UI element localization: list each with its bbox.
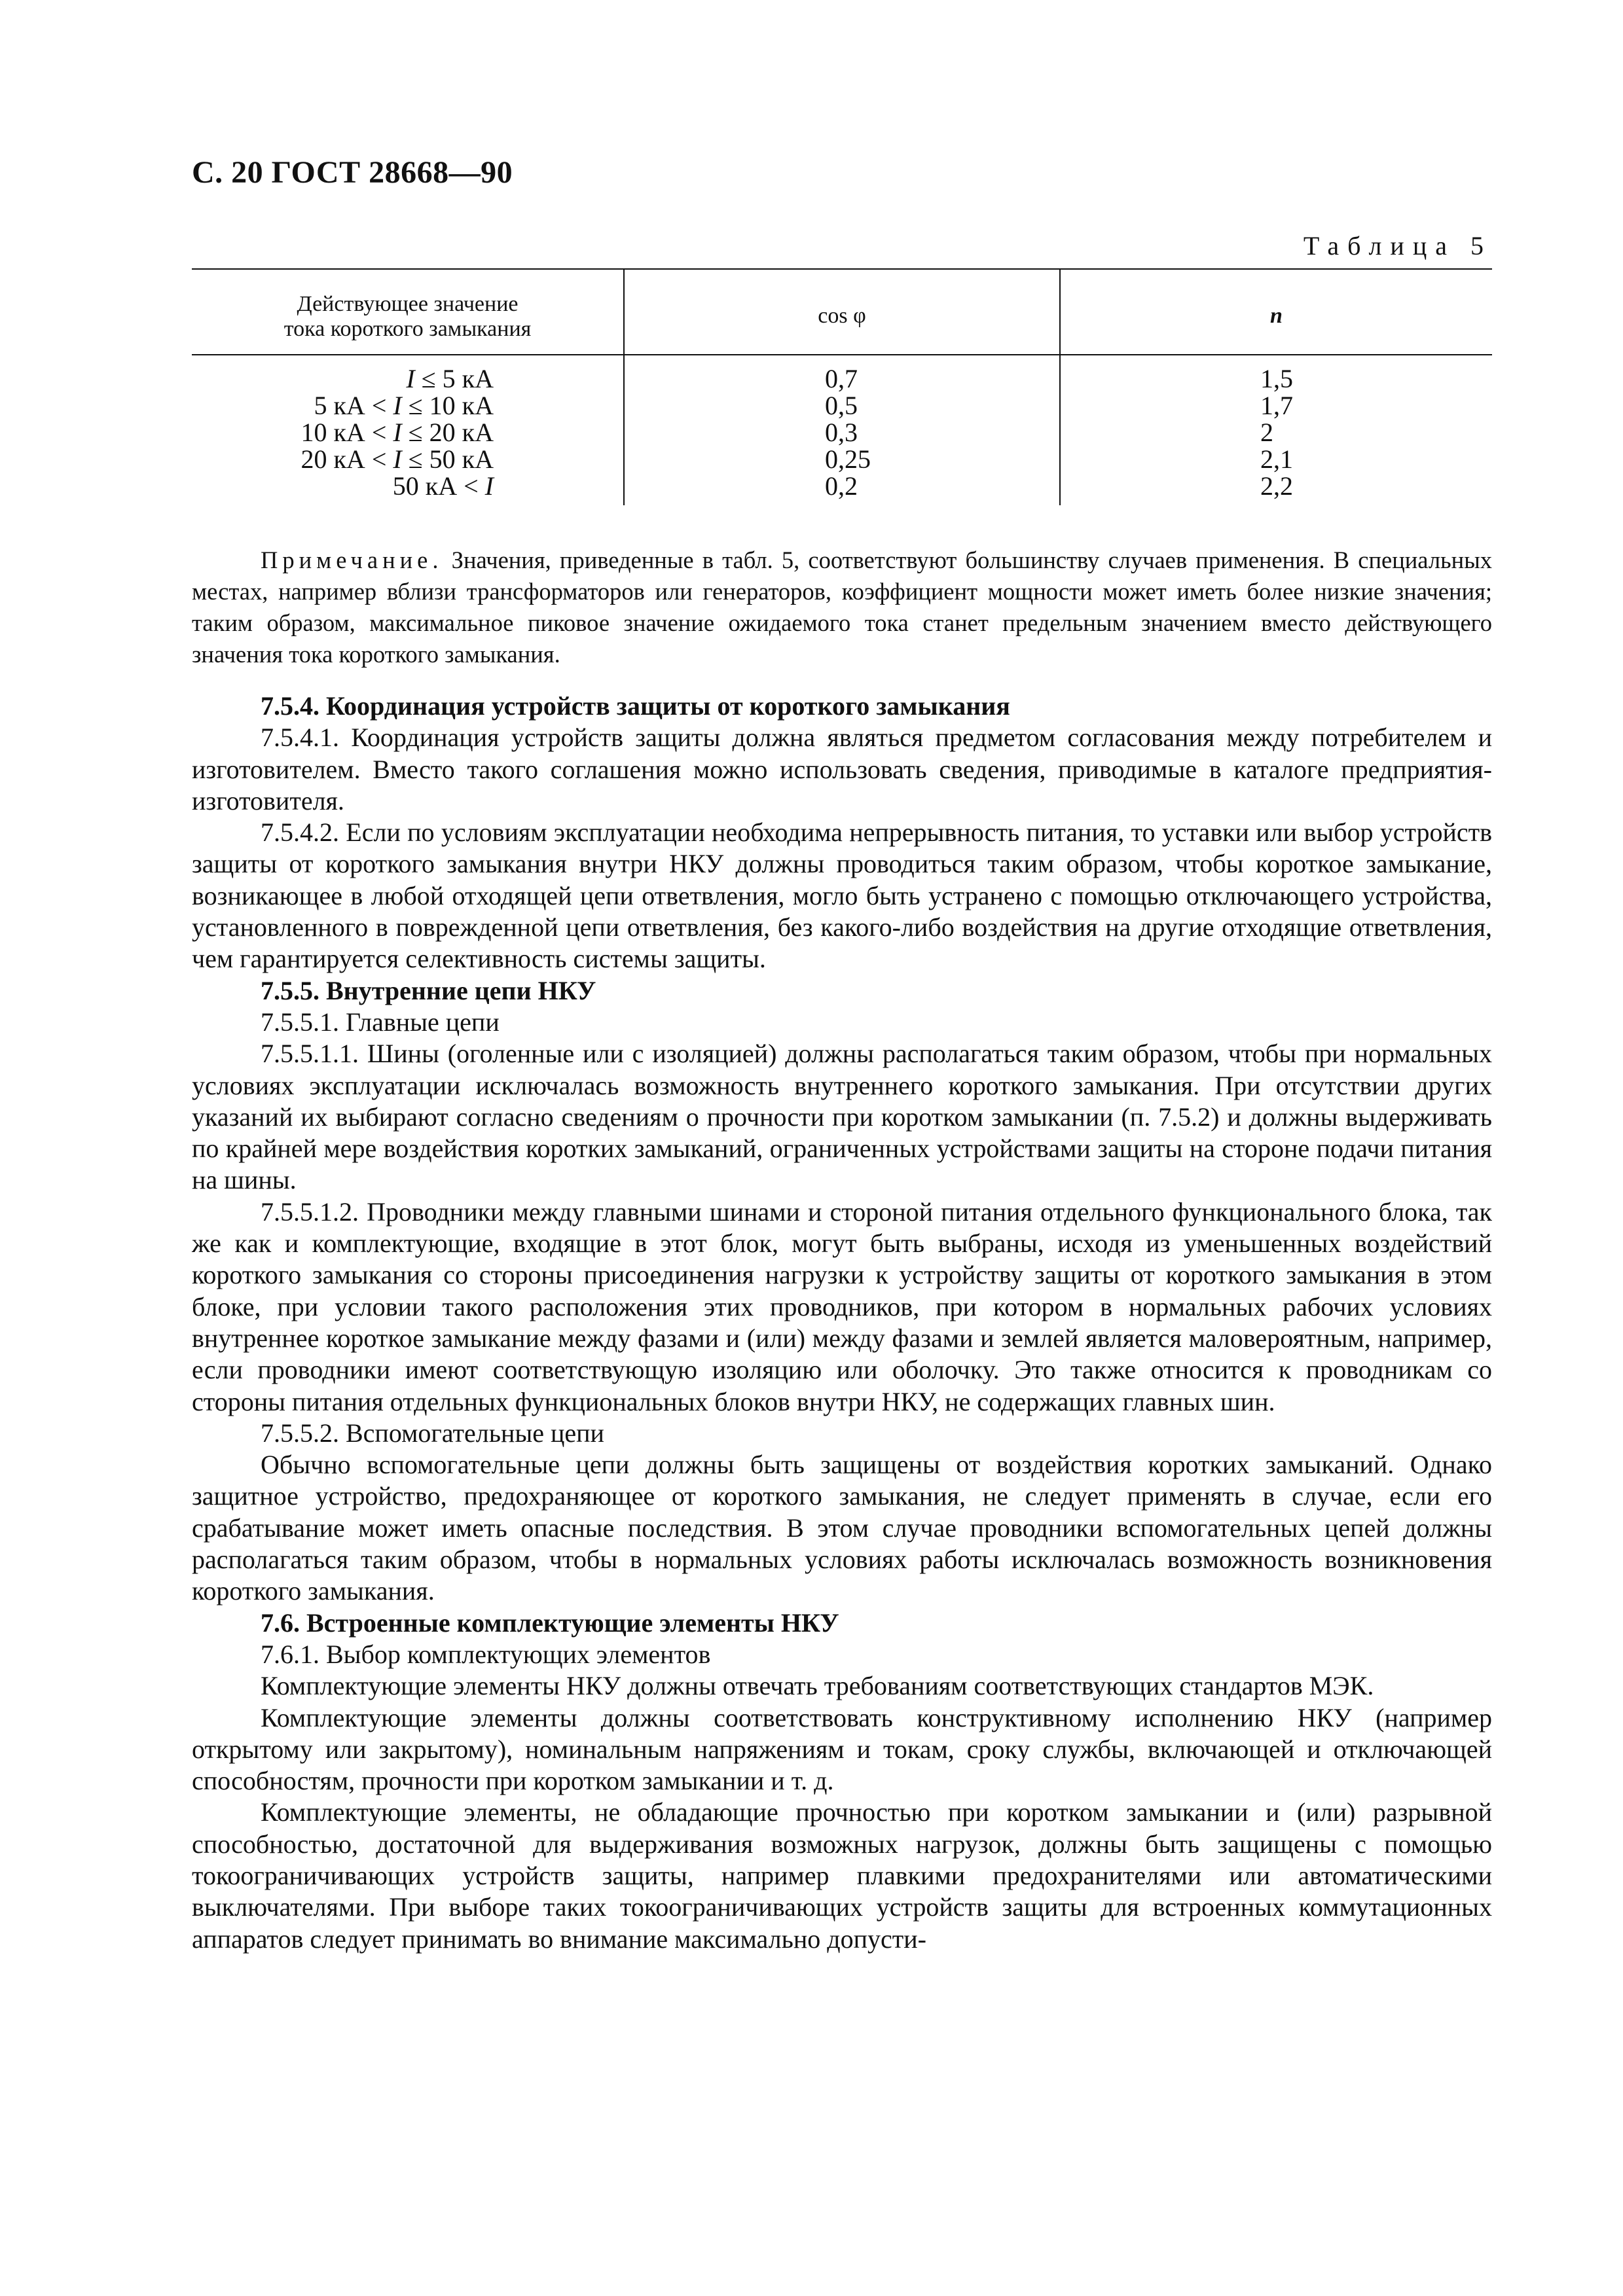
- cos-column: [825, 365, 871, 499]
- section-heading: 7.6. Встроенные комплектующие элементы НКУ: [261, 1607, 839, 1638]
- paragraph: 7.5.4.2. Если по условиям эксплуатации необходима непрерывность питания, то уставки или выбор устройств защиты от короткого замыкания внутри НКУ должны проводиться таким образом, чтобы короткое замыкание, возникающее в любой отходящей цепи ответвления, могло быть устранено с помощью отключающего устройства, установленного в поврежденной цепи ответвления, без какого-либо воздействия на другие отходящие ответвления, чем гарантируется селективность системы защиты.: [192, 817, 1492, 974]
- paragraph: Комплектующие элементы, не обладающие прочностью при коротком замыкании и (или) разрывной способностью, достаточной для выдерживания возможных нагрузок, должны быть защищены с помощью токоограничивающих устройств защиты, например плавкими предохранителями или автоматическими выключателями. При выборе таких токоограничивающих устройств защиты для встроенных коммутационных аппаратов следует принимать во внимание максимально допусти-: [192, 1797, 1492, 1954]
- column-header-n: n: [1270, 304, 1283, 328]
- current-column: [301, 365, 494, 499]
- table-top-rule: [192, 268, 1492, 270]
- table-cell: 0,7: [825, 364, 858, 393]
- table-cell: 0,25: [825, 444, 871, 474]
- page-header: С. 20 ГОСТ 28668—90: [192, 155, 513, 190]
- table-cell: I ≤ 5 кА: [406, 364, 494, 393]
- column-header-cos: cos φ: [818, 304, 866, 328]
- table-cell: 2: [1260, 418, 1273, 447]
- section-heading: 7.5.5. Внутренние цепи НКУ: [261, 975, 596, 1005]
- table-caption: Таблица 5: [1303, 231, 1492, 260]
- table-cell: 20 кА < I ≤ 50 кА: [301, 444, 494, 474]
- table-cell: 1,5: [1260, 364, 1293, 393]
- paragraph: 7.5.5.1.1. Шины (оголенные или с изоляцией) должны располагаться таким образом, чтобы при нормальных условиях эксплуатации исключалась возможность внутреннего короткого замыкания. При отсутствии других указаний их выбирают согласно сведениям о прочности при коротком замыкании (п. 7.5.2) и должны выдерживать по крайней мере воздействия коротких замыканий, ограниченных устройствами защиты на стороне подачи питания на шины.: [192, 1039, 1492, 1195]
- table-cell: 0,5: [825, 391, 858, 420]
- table-header-rule: [192, 354, 1492, 355]
- n-column: [1260, 365, 1293, 499]
- table-cell: 5 кА < I ≤ 10 кА: [314, 391, 494, 420]
- document-body: [192, 691, 1492, 1955]
- table-cell: 50 кА < I: [392, 471, 494, 501]
- note-lead: Примечание.: [261, 547, 443, 573]
- paragraph: Обычно вспомогательные цепи должны быть защищены от воздействия коротких замыканий. Однако защитное устройство, предохраняющее от короткого замыкания, не следует применять в случае, если его срабатывание может иметь опасные последствия. В этом случае проводники вспомогательных цепей должны располагаться таким образом, чтобы в нормальных условиях работы исключалась возможность возникновения короткого замыкания.: [192, 1450, 1492, 1606]
- paragraph: 7.5.5.2. Вспомогательные цепи: [261, 1418, 604, 1448]
- table-cell: 1,7: [1260, 391, 1293, 420]
- paragraph: 7.5.5.1.2. Проводники между главными шинами и стороной питания отдельного функционального блока, так же как и комплектующие, входящие в этот блок, могут быть выбраны, исходя из уменьшенных воздействий короткого замыкания со стороны присоединения нагрузки к устройству защиты от короткого замыкания в этом блоке, при условии такого расположения этих проводников, при котором в нормальных рабочих условиях внутреннее короткое замыкание между фазами и (или) между фазами и землей является маловероятным, например, если проводники имеют соответствующую изоляцию или оболочку. Это также относится к проводникам со стороны питания отдельных функциональных блоков внутри НКУ, не содержащих главных шин.: [192, 1196, 1492, 1416]
- paragraph: Комплектующие элементы НКУ должны отвечать требованиям соответствующих стандартов МЭК.: [261, 1671, 1374, 1701]
- table-cell: 10 кА < I ≤ 20 кА: [301, 418, 494, 447]
- column-header-current: Действующее значение тока короткого замыкания: [283, 292, 532, 341]
- table-cell: 0,3: [825, 418, 858, 447]
- section-heading: 7.5.4. Координация устройств защиты от короткого замыкания: [261, 691, 1010, 721]
- paragraph: 7.5.4.1. Координация устройств защиты должна являться предметом согласования между потребителем и изготовителем. Вместо такого соглашения можно использовать сведения, приводимые в каталоге предприятия-изготовителя.: [192, 723, 1492, 816]
- note-text: Значения, приведенные в табл. 5, соответствуют большинству случаев применения. В специальных местах, например вблизи трансформаторов или генераторов, коэффициент мощности может иметь более низкие значения; таким образом, максимальное пиковое значение ожидаемого тока станет предельным значением вместо действующего значения тока короткого замыкания.: [192, 547, 1492, 668]
- table-cell: 2,1: [1260, 444, 1293, 474]
- table-note: [192, 545, 1492, 670]
- paragraph: 7.6.1. Выбор комплектующих элементов: [261, 1639, 711, 1669]
- paragraph: Комплектующие элементы должны соответствовать конструктивному исполнению НКУ (например открытому или закрытому), номинальным напряжениям и токам, сроку службы, включающей и отключающей способностям, прочности при коротком замыкании и т. д.: [192, 1702, 1492, 1796]
- paragraph: 7.5.5.1. Главные цепи: [261, 1007, 500, 1037]
- table-cell: 2,2: [1260, 471, 1293, 501]
- table-cell: 0,2: [825, 471, 858, 501]
